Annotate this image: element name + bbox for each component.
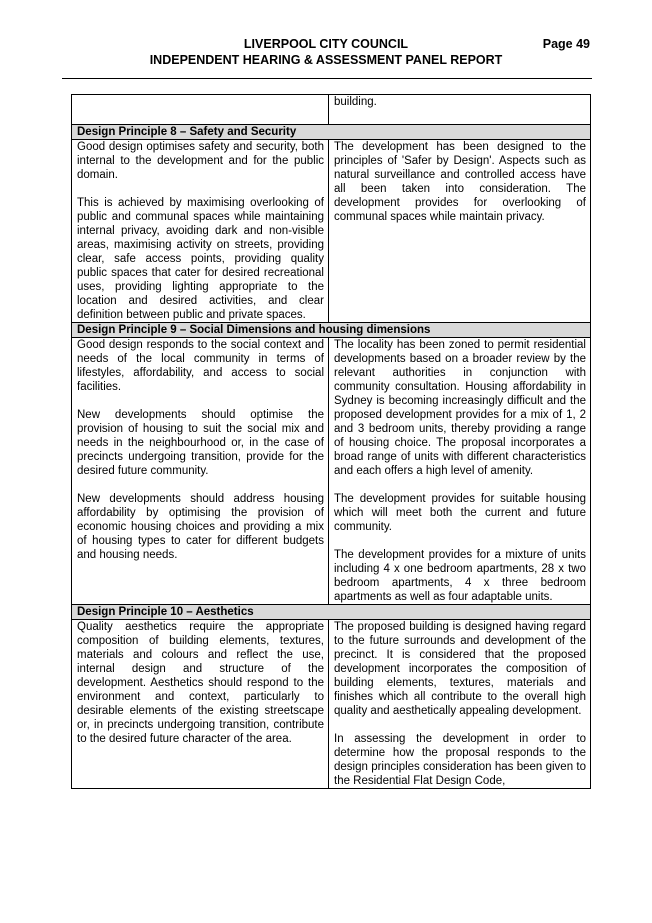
table-row-principle-9	[72, 338, 591, 605]
carryover-text: building.	[334, 96, 377, 108]
principle-9-right-para-1: The locality has been zoned to permit residential developments based on a broader review by the relevant authorities in conjunction with community consultation. Housing affordability in Sydney is becoming increasingly difficult and the proposed development provides for a mix of 1, 2 and 3 bedroom units, thereby providing a range of housing choice. The proposal incorporates a broad range of units with different characteristics and each offers a high level of amenity.	[334, 339, 586, 477]
page-header	[62, 36, 590, 68]
section-row-principle-10	[72, 605, 591, 620]
principle-9-left-para-3: New developments should address housing affordability by optimising the provision of economic housing choices and providing a mix of housing types to cater for different budgets and housing needs.	[77, 493, 324, 561]
principle-10-left-cell	[72, 620, 329, 789]
principle-8-right-para-1: The development has been designed to the principles of 'Safer by Design'. Aspects such as natural surveillance and controlled access have all been taken into consideration. The development provides for overlooking of communal spaces while maintain privacy.	[334, 141, 586, 223]
carryover-right-cell	[329, 95, 591, 125]
principle-8-left-cell	[72, 140, 329, 323]
carryover-left-cell	[72, 95, 329, 125]
header-rule	[62, 78, 592, 79]
principle-9-left-para-1: Good design responds to the social context and needs of the local community in terms of lifestyles, affordability, and access to social facilities.	[77, 339, 324, 393]
principle-9-right-para-3: The development provides for a mixture of units including 4 x one bedroom apartments, 28 x two bedroom apartments, 4 x three bedroom apartments as well as four adaptable units.	[334, 549, 586, 603]
principle-9-left-para-2: New developments should optimise the provision of housing to suit the social mix and needs in the neighbourhood or, in the case of precincts undergoing transition, provide for the desired future community.	[77, 409, 324, 477]
principle-10-right-para-2: In assessing the development in order to determine how the proposal responds to the design principles consideration has been given to the Residential Flat Design Code,	[334, 733, 586, 787]
principle-10-right-para-1: The proposed building is designed having regard to the future surrounds and development of the precinct. It is considered that the proposed development incorporates the composition of building elements, textures, materials and finishes which all contribute to the overall high quality and aesthetically appealing development.	[334, 621, 586, 717]
table-row-principle-8	[72, 140, 591, 323]
principle-9-left-cell	[72, 338, 329, 605]
page-number: Page 49	[542, 37, 590, 51]
principle-9-right-cell	[329, 338, 591, 605]
principle-10-left-para-1: Quality aesthetics require the appropriate composition of building elements, textures, materials and colours and reflect the use, internal design and structure of the development. Aesthetics should respond to the environment and context, particularly to desirable elements of the existing streetscape or, in precincts undergoing transition, contribute to the desired future character of the area.	[77, 621, 324, 745]
principle-9-heading: Design Principle 9 – Social Dimensions and housing dimensions	[72, 323, 591, 338]
section-row-principle-9	[72, 323, 591, 338]
section-row-principle-8	[72, 125, 591, 140]
header-line-1	[62, 36, 590, 52]
principle-10-right-cell	[329, 620, 591, 789]
council-name: LIVERPOOL CITY COUNCIL	[243, 37, 409, 51]
principle-8-right-cell	[329, 140, 591, 323]
report-title: INDEPENDENT HEARING & ASSESSMENT PANEL REPORT	[149, 53, 503, 67]
principle-8-left-para-2: This is achieved by maximising overlooking of public and communal spaces while maintaining internal privacy, avoiding dark and non-visible areas, maximising activity on streets, providing clear, safe access points, providing quality public spaces that cater for desired recreational uses, providing lighting appropriate to the location and desired activities, and clear definition between public and private spaces.	[77, 197, 324, 321]
principle-8-left-para-1: Good design optimises safety and security, both internal to the development and for the public domain.	[77, 141, 324, 181]
design-principles-table	[71, 94, 591, 789]
principle-9-right-para-2: The development provides for suitable housing which will meet both the current and future community.	[334, 493, 586, 533]
table-row-carryover	[72, 95, 591, 125]
principle-10-heading: Design Principle 10 – Aesthetics	[72, 605, 591, 620]
principle-8-heading: Design Principle 8 – Safety and Security	[72, 125, 591, 140]
table-row-principle-10	[72, 620, 591, 789]
